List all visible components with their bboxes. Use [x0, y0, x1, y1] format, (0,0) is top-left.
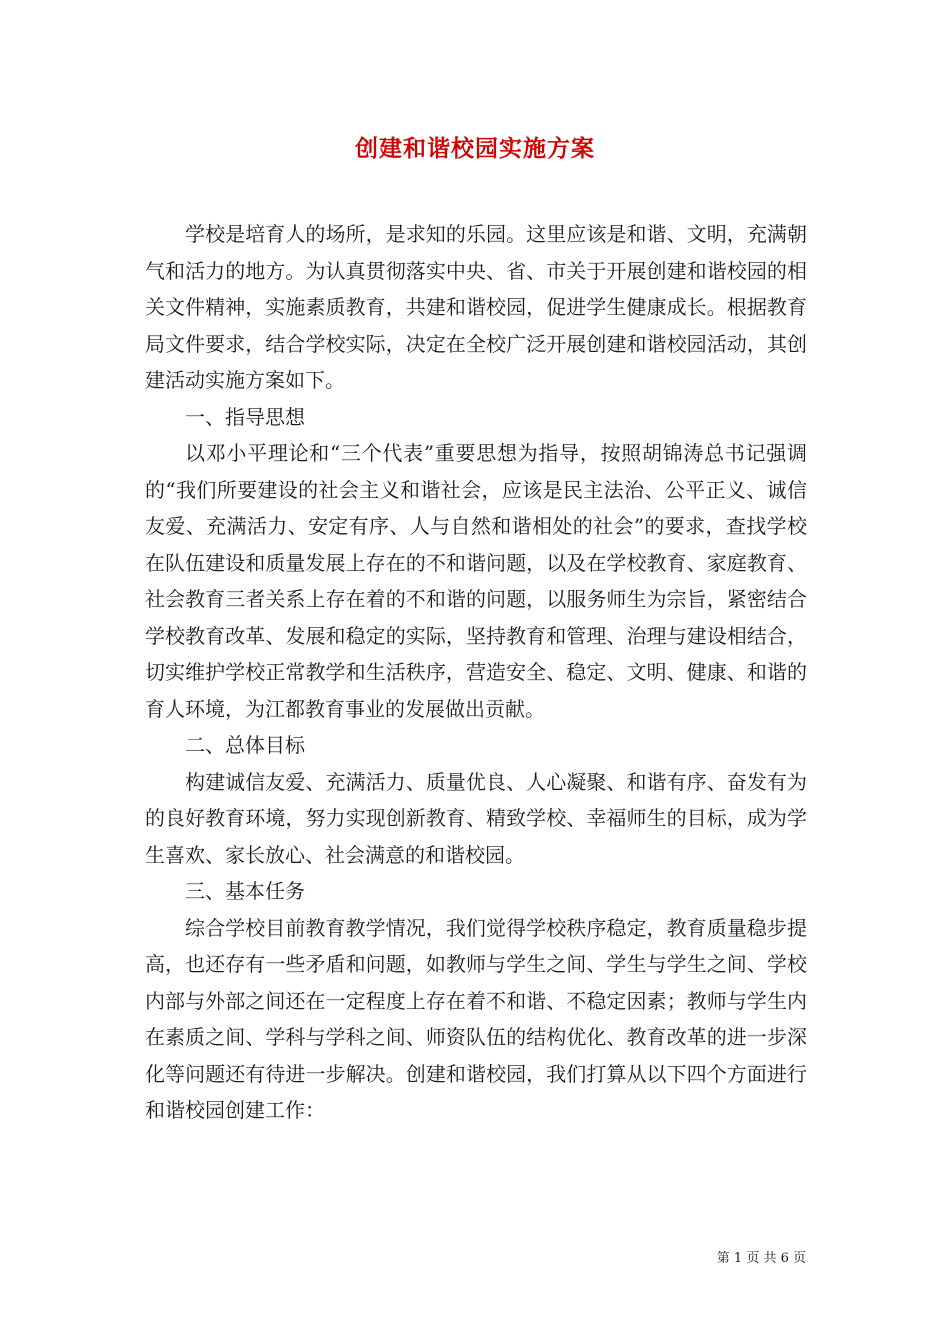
document-title: 创建和谐校园实施方案 [355, 135, 595, 162]
section-heading-guiding-ideology: 一、指导思想 [185, 404, 305, 429]
intro-paragraph: 学校是培育人的场所，是求知的乐园。这里应该是和谐、文明，充满朝气和活力的地方。为认真贯彻落实中央、省、市关于开展创建和谐校园的相关文件精神，实施素质教育，共建和谐校园，促进学生健康成长。根据教育局文件要求，结合学校实际，决定在全校广泛开展创建和谐校园活动，其创建活动实施方案如下。 [145, 222, 807, 392]
overall-goal-paragraph: 构建诚信友爱、充满活力、质量优良、人心凝聚、和谐有序、奋发有为的良好教育环境，努力实现创新教育、精致学校、幸福师生的目标，成为学生喜欢、家长放心、社会满意的和谐校园。 [145, 769, 807, 867]
document-body [145, 216, 807, 1129]
section-heading-basic-tasks: 三、基本任务 [185, 879, 305, 903]
section-heading-overall-goal: 二、总体目标 [185, 733, 305, 757]
page-number-footer: 第 1 页 共 6 页 [716, 1251, 806, 1266]
guiding-ideology-paragraph: 以邓小平理论和“三个代表”重要思想为指导，按照胡锦涛总书记强调的“我们所要建设的社会主义和谐社会，应该是民主法治、公平正义、诚信友爱、充满活力、安定有序、人与自然和谐相处的社会”的要求，查找学校在队伍建设和质量发展上存在的不和谐问题，以及在学校教育、家庭教育、社会教育三者关系上存在着的不和谐的问题，以服务师生为宗旨，紧密结合学校教育改革、发展和稳定的实际，坚持教育和管理、治理与建设相结合，切实维护学校正常教学和生活秩序，营造安全、稳定、文明、健康、和谐的育人环境，为江都教育事业的发展做出贡献。 [145, 441, 807, 721]
basic-tasks-paragraph: 综合学校目前教育教学情况，我们觉得学校秩序稳定，教育质量稳步提高，也还存有一些矛盾和问题，如教师与学生之间、学生与学生之间、学校内部与外部之间还在一定程度上存在着不和谐、不稳定因素；教师与学生内在素质之间、学科与学科之间、师资队伍的结构优化、教育改革的进一步深化等问题还有待进一步解决。创建和谐校园，我们打算从以下四个方面进行和谐校园创建工作： [145, 915, 807, 1122]
